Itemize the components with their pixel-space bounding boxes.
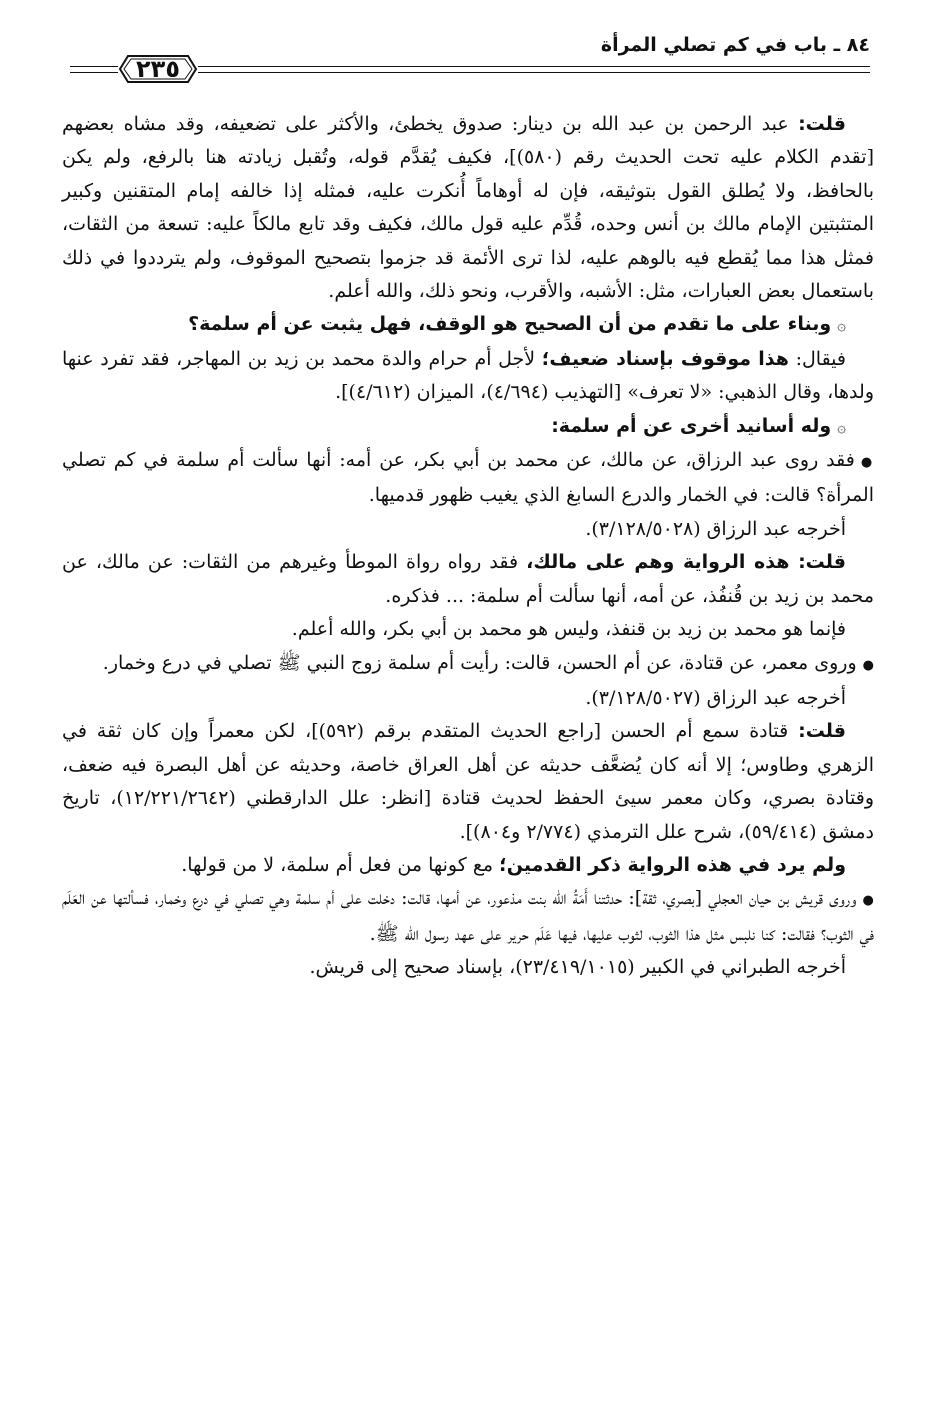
ornament-marker-icon: ۞ <box>837 417 846 436</box>
paragraph <box>62 546 874 613</box>
paragraph-text: لأجل أم حرام والدة محمد بن زيد بن المهاجر، فقد تفرد عنها ولدها، وقال الذهبي: «لا تعرف» [التهذيب (٤/٦٩٤)، الميزان (٤/٦١٢)]. <box>62 347 874 404</box>
bullet-icon: ● <box>860 455 875 471</box>
paragraph-lead-bold: وبناء على ما تقدم من أن الصحيح هو الوقف، فهل يثبت عن أم سلمة؟ <box>188 313 832 336</box>
bullet-icon: ● <box>862 893 874 909</box>
paragraph-lead-bold: قلت: هذه الرواية وهم على مالك، <box>526 551 846 574</box>
paragraph-lead-bold: قلت: <box>798 720 847 743</box>
paragraph <box>62 613 874 646</box>
paragraph <box>62 647 874 682</box>
bullet-icon: ● <box>862 657 874 673</box>
paragraph <box>62 682 874 715</box>
paragraph-text: وروى معمر، عن قتادة، عن أم الحسن، قالت: رأيت أم سلمة زوج النبي ﷺ تصلي في درع وخمار. <box>102 651 857 674</box>
paragraph-text: وروى قريش بن حيان العجلي [بصري، ثقة]: حدثتنا أَمَةُ الله بنت مذعور، عن أمها، قالت: دخلت على أم سلمة وهي تصلي في درع وخمار، فسألتها عن العَلَم في الثوب؟ فقالت: كنا نلبس مثل هذا الثوب، لثوب عليها، فيها عَلَم حرير على عهد رسول الله ﷺ. <box>62 887 874 945</box>
paragraph-text: فقد روى عبد الرزاق، عن مالك، عن محمد بن أبي بكر، عن أمه: أنها سألت أم سلمة في كم تصلي المرأة؟ قالت: في الخمار والدرع السابغ الذي يغيب ظهور قدميها. <box>62 449 874 507</box>
paragraph-text: فإنما هو محمد بن زيد بن قنفذ، وليس هو محمد بن أبي بكر، والله أعلم. <box>291 618 846 641</box>
paragraph-text: مع كونها من فعل أم سلمة، لا من قولها. <box>181 853 500 876</box>
page-body <box>62 108 874 985</box>
paragraph <box>62 343 874 410</box>
paragraph <box>62 513 874 546</box>
ornament-marker-icon: ۞ <box>837 316 846 335</box>
paragraph-text: أخرجه عبد الرزاق (٣/١٢٨/٥٠٢٨). <box>585 517 846 540</box>
paragraph <box>62 410 874 444</box>
page-header <box>70 30 870 90</box>
paragraph-lead-bold: ولم يرد في هذه الرواية ذكر القدمين؛ <box>499 853 846 876</box>
page-number-frame <box>118 52 198 86</box>
header-rule <box>70 66 118 67</box>
header-rule <box>70 72 118 73</box>
paragraph-lead-bold: هذا موقوف بإسناد ضعيف؛ <box>541 347 789 370</box>
paragraph-lead-bold: وله أسانيد أخرى عن أم سلمة: <box>551 414 832 437</box>
paragraph <box>62 308 874 342</box>
paragraph-text: قتادة سمع أم الحسن [راجع الحديث المتقدم برقم (٥٩٢)]، لكن معمراً وإن كان ثقة في الزهري وطاوس؛ إلا أنه كان يُضعَّف حديثه عن أهل العراق خاصة، وحديثه عن أهل البصرة فيه ضعف، وقتادة بصري، وكان معمر سيئ الحفظ لحديث قتادة [انظر: علل الدارقطني (١٢/٢٢١/٢٦٤٢)، تاريخ دمشق (٥٩/٤١٤)، شرح علل الترمذي (٢/٧٧٤ و٨٠٤)]. <box>62 720 875 843</box>
paragraph <box>62 951 874 984</box>
paragraph <box>62 849 874 882</box>
paragraph-prefix: فيقال: <box>788 347 847 370</box>
header-rule <box>198 72 870 73</box>
paragraph <box>62 108 874 308</box>
running-title: ٨٤ ـ باب في كم تصلي المرأة <box>600 34 870 56</box>
header-rule <box>198 66 870 67</box>
paragraph-text: عبد الرحمن بن عبد الله بن دينار: صدوق يخطئ، والأكثر على تضعيفه، وقد مشاه بعضهم [تقدم الكلام عليه تحت الحديث رقم (٥٨٠)]، فكيف يُقدَّم قوله، وتُقبل زيادته هنا بالرفع، ولم يكن بالحافظ، ولا يُطلق القول بتوثيقه، فإن له أوهاماً أُنكرت عليه، فمثله إذا خالفه إمام المتقنين وكبير المتثبتين الإمام مالك بن أنس وحده، قُدِّم عليه قول مالك، فكيف وقد تابع مالكاً عليه: تسعة من الثقات، فمثل هذا مما يُقطع فيه بالوهم عليه، لذا ترى الأئمة قد جزموا بتصحيح الموقوف، ولم يترددوا في ذلك باستعمال بعض العبارات، مثل: الأشبه، والأقرب، ونحو ذلك، والله أعلم. <box>62 113 874 303</box>
paragraph <box>62 715 874 849</box>
paragraph-lead-bold: قلت: <box>798 113 846 135</box>
paragraph <box>62 444 874 513</box>
page-number: ٢٣٥ <box>136 55 180 83</box>
paragraph-text: أخرجه الطبراني في الكبير (٢٣/٤١٩/١٠١٥)، بإسناد صحيح إلى قريش. <box>309 956 846 979</box>
paragraph-text: فقد رواه رواة الموطأ وغيرهم من الثقات: عن مالك، عن محمد بن زيد بن قُنفُذ، عن أمه، أنها سألت أم سلمة: ... فذكره. <box>62 551 874 607</box>
paragraph <box>62 882 874 951</box>
paragraph-text: أخرجه عبد الرزاق (٣/١٢٨/٥٠٢٧). <box>585 686 846 709</box>
